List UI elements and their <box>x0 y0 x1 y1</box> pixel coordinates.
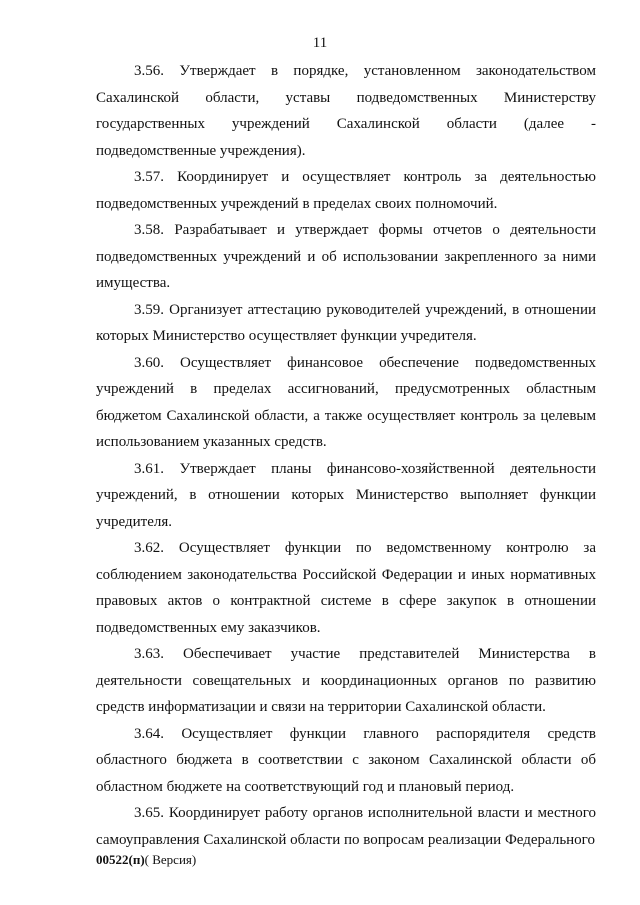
paragraph-text: Обеспечивает участие представителей Министерства в деятельности совещательных и координационных органов по развитию средств информатизации и связи на территории Сахалинской области. <box>96 646 596 715</box>
paragraph-number: 3.63. <box>134 646 164 662</box>
paragraph-3-65 <box>96 800 596 853</box>
paragraph-text: Осуществляет функции главного распорядителя средств областного бюджета в соответствии с законом Сахалинской области об областном бюджете на соответствующий год и плановый период. <box>96 725 596 795</box>
paragraph-text: Осуществляет финансовое обеспечение подведомственных учреждений в пределах ассигнований, предусмотренных областным бюджетом Сахалинской области, а также осуществляет контроль за целевым использованием указанных средств. <box>96 354 596 450</box>
paragraph-text: Координирует работу органов исполнительной власти и местного самоуправления Сахалинской области по вопросам реализации Федерального <box>96 805 597 848</box>
paragraph-number: 3.57. <box>134 169 164 185</box>
paragraph-3-62 <box>96 535 596 641</box>
paragraph-text: Разрабатывает и утверждает формы отчетов о деятельности подведомственных учреждений и об использовании закрепленного за ними имущества. <box>96 222 597 291</box>
paragraph-3-59 <box>96 297 596 350</box>
paragraph-3-64 <box>96 721 596 801</box>
document-footer <box>96 852 196 868</box>
paragraph-number: 3.62. <box>134 540 164 556</box>
paragraph-text: Утверждает планы финансово-хозяйственной деятельности учреждений, в отношении которых Министерство выполняет функции учредителя. <box>96 460 596 530</box>
paragraph-text: Координирует и осуществляет контроль за деятельностью подведомственных учреждений в пределах своих полномочий. <box>96 169 596 212</box>
paragraph-number: 3.56. <box>134 63 164 79</box>
paragraph-3-61 <box>96 456 596 536</box>
document-version: ( Версия) <box>144 852 197 867</box>
paragraph-text: Утверждает в порядке, установленном законодательством Сахалинской области, уставы подведомственных Министерству государственных учреждений Сахалинской области (далее - подведомственные учреждения). <box>96 63 596 159</box>
paragraph-number: 3.60. <box>134 354 164 371</box>
paragraph-number: 3.65. <box>134 805 164 821</box>
paragraph-3-56 <box>96 58 596 164</box>
paragraph-number: 3.61. <box>134 460 164 477</box>
paragraph-text: Организует аттестацию руководителей учреждений, в отношении которых Министерство осуществляет функции учредителя. <box>96 301 597 344</box>
paragraph-3-60 <box>96 350 596 456</box>
paragraph-number: 3.64. <box>134 725 164 742</box>
document-code: 00522(п) <box>96 852 145 867</box>
paragraph-number: 3.59. <box>134 301 164 318</box>
paragraph-3-58 <box>96 217 596 297</box>
paragraph-number: 3.58. <box>134 222 164 238</box>
document-body <box>96 58 596 853</box>
paragraph-3-57 <box>96 164 596 217</box>
page-number: 11 <box>312 35 328 51</box>
paragraph-text: Осуществляет функции по ведомственному контролю за соблюдением законодательства Российской Федерации и иных нормативных правовых актов о контрактной системе в сфере закупок в отношении подведомственных ему заказчиков. <box>96 540 596 636</box>
paragraph-3-63 <box>96 641 596 721</box>
